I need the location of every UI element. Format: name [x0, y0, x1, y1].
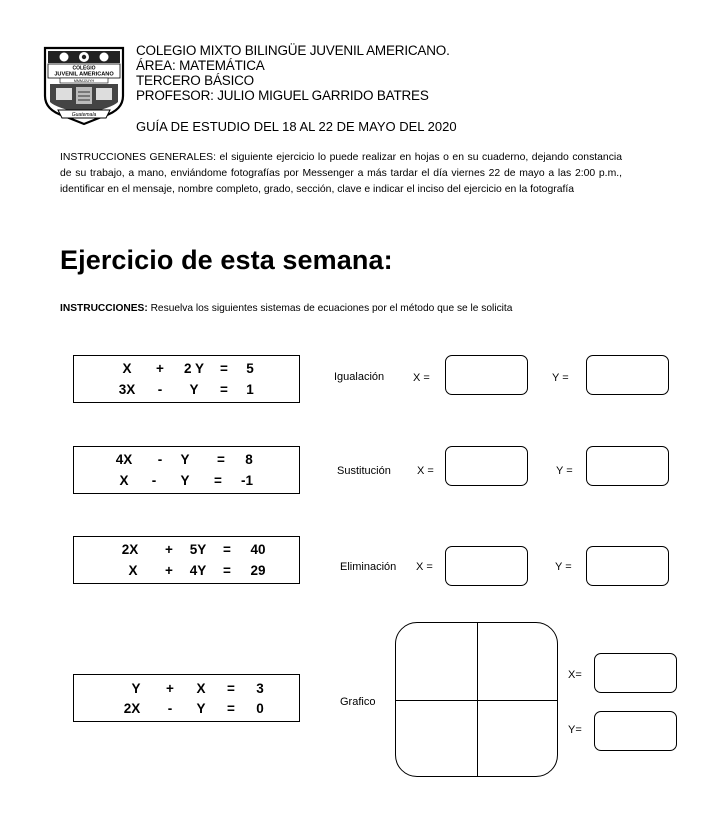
- eq-operator: +: [165, 563, 173, 578]
- eq-constant: 29: [250, 563, 266, 578]
- eq-term: Y: [180, 452, 190, 467]
- eq-term: 4Y: [189, 563, 207, 578]
- y-answer-label: Y =: [555, 561, 572, 573]
- eq-operator: -: [157, 452, 163, 467]
- eq-term: Y: [131, 681, 141, 696]
- eq-operator: +: [166, 681, 174, 696]
- eq-term: X: [196, 681, 206, 696]
- eq-term: 3X: [118, 382, 136, 397]
- instructions-text: Resuelva los siguientes sistemas de ecuaciones por el método que se le solicita: [150, 303, 513, 314]
- exercise-instructions: [60, 303, 512, 314]
- eq-operator: -: [151, 473, 157, 488]
- school-name: COLEGIO MIXTO BILINGÜE JUVENIL AMERICANO.: [136, 43, 450, 58]
- eq-term: X: [119, 473, 129, 488]
- method-label-sustitucion: Sustitución: [337, 465, 391, 477]
- y-answer-box[interactable]: [586, 355, 669, 395]
- y-answer-label: Y=: [568, 724, 582, 736]
- x-axis: [396, 700, 557, 701]
- method-label-igualacion: Igualación: [334, 371, 385, 383]
- x-answer-box[interactable]: [594, 653, 677, 693]
- x-answer-box[interactable]: [445, 355, 528, 395]
- eq-equals: =: [223, 542, 231, 557]
- x-answer-label: X=: [568, 669, 582, 681]
- section-heading: Ejercicio de esta semana:: [60, 245, 393, 275]
- method-label-eliminacion: Eliminación: [340, 561, 397, 573]
- eq-term: 5Y: [189, 542, 207, 557]
- eq-constant: 5: [246, 361, 254, 376]
- eq-term: Y: [196, 701, 206, 716]
- x-answer-box[interactable]: [445, 546, 528, 586]
- school-crest: [42, 44, 126, 126]
- y-answer-label: Y =: [552, 372, 569, 384]
- eq-term: 2 Y: [183, 361, 205, 376]
- x-answer-label: X =: [417, 465, 434, 477]
- instructions-label: INSTRUCCIONES:: [60, 303, 148, 314]
- y-answer-box[interactable]: [586, 546, 669, 586]
- subject-area: ÁREA: MATEMÁTICA: [136, 58, 265, 73]
- eq-equals: =: [220, 382, 228, 397]
- eq-equals: =: [223, 563, 231, 578]
- equation-system-box: [73, 536, 300, 584]
- crest-top-text: COLEGIO: [72, 65, 96, 72]
- y-answer-box[interactable]: [594, 711, 677, 751]
- eq-constant: 3: [256, 681, 264, 696]
- crest-middle-text: JUVENIL AMERICANO: [54, 71, 114, 78]
- eq-operator: -: [157, 382, 163, 397]
- equation-system-box: [73, 355, 300, 403]
- graph-grid[interactable]: [395, 622, 558, 777]
- eq-constant: 8: [245, 452, 253, 467]
- eq-term: X: [128, 563, 138, 578]
- equation-system-box: [73, 446, 300, 494]
- eq-constant: 40: [250, 542, 266, 557]
- study-guide-title: GUÍA DE ESTUDIO DEL 18 AL 22 DE MAYO DEL 2020: [136, 119, 457, 134]
- eq-equals: =: [227, 681, 235, 696]
- crest-ribbon-text: Guatemala: [71, 112, 97, 118]
- general-instructions: INSTRUCCIONES GENERALES: el siguiente ejercicio lo puede realizar en hojas o en su cuaderno, dejando constancia de su trabajo, a mano, enviándome fotografías por Messenger a más tardar el día viernes 22 de mayo a las 2:00 p.m., identificar en el mensaje, nombre completo, grado, sección, clave e indicar el inciso del ejercicio en la fotografía: [60, 152, 622, 195]
- teacher-name: PROFESOR: JULIO MIGUEL GARRIDO BATRES: [136, 88, 429, 103]
- y-answer-box[interactable]: [586, 446, 669, 486]
- eq-term: Y: [180, 473, 190, 488]
- grade-level: TERCERO BÁSICO: [136, 73, 254, 88]
- x-answer-box[interactable]: [445, 446, 528, 486]
- x-answer-label: X =: [416, 561, 433, 573]
- crest-sub-text: MMMJJUYH: [73, 79, 95, 83]
- x-answer-label: X =: [413, 372, 430, 384]
- eq-term: 2X: [121, 542, 139, 557]
- eq-equals: =: [214, 473, 222, 488]
- eq-equals: =: [220, 361, 228, 376]
- eq-term: 2X: [123, 701, 141, 716]
- eq-term: Y: [189, 382, 199, 397]
- eq-constant: 1: [246, 382, 254, 397]
- equation-system-box: [73, 674, 300, 722]
- method-label-grafico: Grafico: [340, 696, 376, 708]
- eq-operator: +: [156, 361, 164, 376]
- eq-constant: -1: [240, 473, 253, 488]
- eq-operator: -: [167, 701, 173, 716]
- eq-operator: +: [165, 542, 173, 557]
- eq-equals: =: [217, 452, 225, 467]
- eq-term: 4X: [115, 452, 133, 467]
- eq-term: X: [122, 361, 132, 376]
- y-answer-label: Y =: [556, 465, 573, 477]
- eq-equals: =: [227, 701, 235, 716]
- eq-constant: 0: [256, 701, 264, 716]
